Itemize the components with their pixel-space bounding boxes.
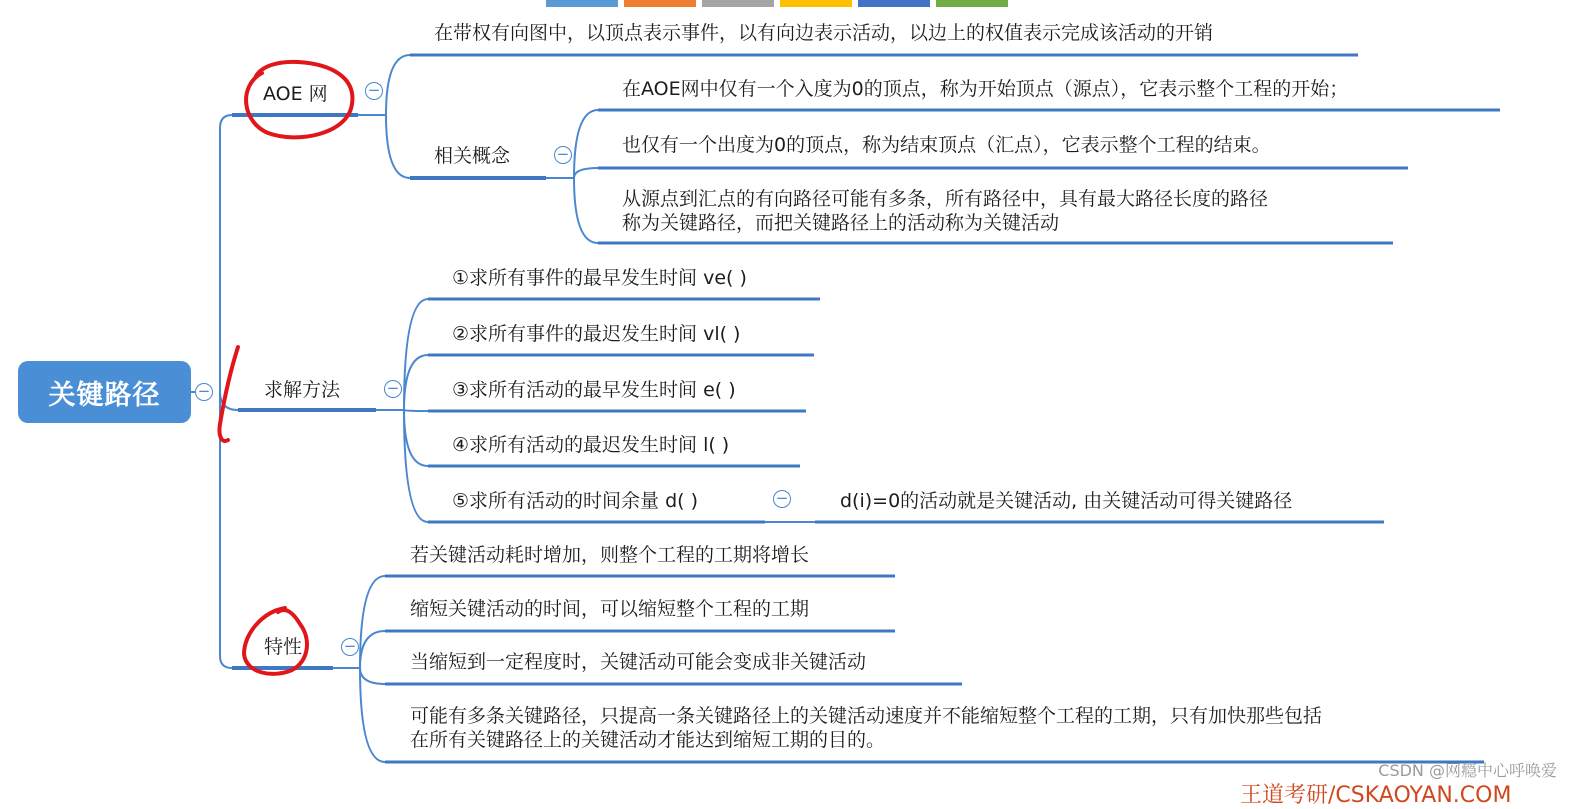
concepts-label[interactable]: 相关概念	[434, 145, 511, 167]
annotation-mark-method	[219, 347, 238, 441]
aoe-fan	[386, 55, 410, 178]
collapse-toggle-aoe[interactable]: −	[365, 82, 383, 100]
concept-item-source: 在AOE网中仅有一个入度为0的顶点，称为开始顶点（源点），它表示整个工程的开始；	[622, 78, 1349, 100]
property-item-1: 若关键活动耗时增加，则整个工程的工期将增长	[410, 544, 810, 566]
property-fan	[360, 576, 385, 762]
concept-item-path-line2: 称为关键路径，而把关键路径上的活动称为关键活动	[622, 212, 1060, 234]
property-item-4-line2: 在所有关键路径上的关键活动才能达到缩短工期的目的。	[410, 729, 886, 751]
collapse-toggle-step5[interactable]: −	[773, 490, 791, 508]
method-step-4: ④求所有活动的最迟发生时间 l( )	[452, 434, 730, 456]
brand-text: 王道考研/CSKAOYAN.COM	[1240, 783, 1512, 808]
concept-item-sink: 也仅有一个出度为0的顶点，称为结束顶点（汇点），它表示整个工程的结束。	[622, 134, 1271, 156]
concepts-fan	[574, 110, 598, 243]
method-fan	[404, 299, 428, 522]
property-item-4-line1: 可能有多条关键路径，只提高一条关键路径上的关键活动速度并不能缩短整个工程的工期，只有加快那些包括	[410, 705, 1323, 727]
collapse-toggle-root[interactable]: −	[195, 383, 213, 401]
property-item-2: 缩短关键活动的时间，可以缩短整个工程的工期	[410, 598, 810, 620]
property-item-3: 当缩短到一定程度时，关键活动可能会变成非关键活动	[410, 651, 867, 673]
watermark-text: CSDN @网瘾中心呼唤爱	[1378, 761, 1557, 780]
method-step-5: ⑤求所有活动的时间余量 d( )	[452, 490, 698, 512]
method-step-3: ③求所有活动的最早发生时间 e( )	[452, 379, 736, 401]
collapse-toggle-method[interactable]: −	[384, 380, 402, 398]
branch-label-aoe[interactable]: AOE 网	[263, 83, 328, 105]
collapse-toggle-concepts[interactable]: −	[554, 146, 572, 164]
collapse-toggle-property[interactable]: −	[341, 638, 359, 656]
concept-item-path-line1: 从源点到汇点的有向路径可能有多条，所有路径中，具有最大路径长度的路径	[622, 188, 1269, 210]
method-step-1: ①求所有事件的最早发生时间 ve( )	[452, 267, 747, 289]
branch-label-method[interactable]: 求解方法	[264, 379, 341, 401]
aoe-definition: 在带权有向图中，以顶点表示事件，以有向边表示活动，以边上的权值表示完成该活动的开销	[434, 22, 1214, 44]
root-node[interactable]: 关键路径	[18, 361, 191, 423]
method-step-2: ②求所有事件的最迟发生时间 vl( )	[452, 323, 741, 345]
branch-label-property[interactable]: 特性	[264, 636, 303, 658]
method-step-5-note: d(i)=0的活动就是关键活动, 由关键活动可得关键路径	[840, 490, 1293, 512]
